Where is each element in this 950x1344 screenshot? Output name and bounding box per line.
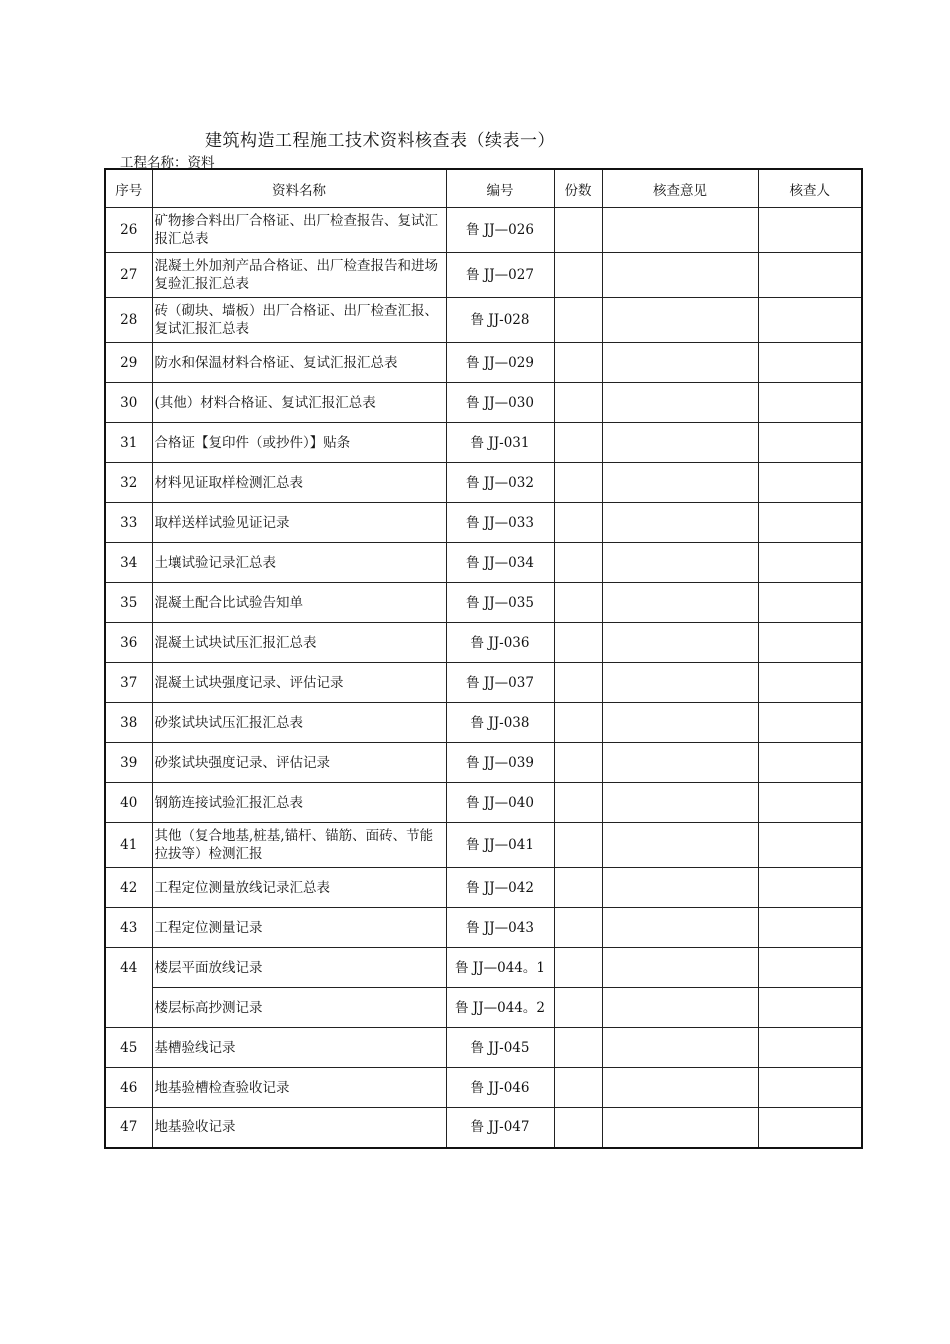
row-checker — [758, 743, 862, 783]
row-opinion — [602, 423, 758, 463]
row-name: 材料见证取样检测汇总表 — [152, 463, 446, 503]
row-name: 楼层平面放线记录 — [152, 948, 446, 988]
row-copies — [554, 948, 602, 988]
header-opinion: 核查意见 — [602, 169, 758, 208]
row-code: 鲁 JJ—041 — [446, 823, 554, 868]
row-name: 砖（砌块、墙板）出厂合格证、出厂检查汇报、复试汇报汇总表 — [152, 298, 446, 343]
row-opinion — [602, 463, 758, 503]
row-number: 44 — [105, 948, 152, 1028]
row-checker — [758, 823, 862, 868]
row-code: 鲁 JJ-028 — [446, 298, 554, 343]
table-row — [105, 988, 862, 1028]
row-number: 32 — [105, 463, 152, 503]
row-name: 砂浆试块试压汇报汇总表 — [152, 703, 446, 743]
row-opinion — [602, 343, 758, 383]
row-number: 46 — [105, 1068, 152, 1108]
row-opinion — [602, 543, 758, 583]
row-number: 28 — [105, 298, 152, 343]
row-code: 鲁 JJ—039 — [446, 743, 554, 783]
row-opinion — [602, 743, 758, 783]
row-copies — [554, 823, 602, 868]
row-opinion — [602, 868, 758, 908]
row-number: 41 — [105, 823, 152, 868]
row-name: 其他（复合地基,桩基,锚杆、锚筋、面砖、节能拉拔等）检测汇报 — [152, 823, 446, 868]
row-copies — [554, 1108, 602, 1148]
row-copies — [554, 503, 602, 543]
row-number: 33 — [105, 503, 152, 543]
table-row — [105, 463, 862, 503]
row-code: 鲁 JJ—040 — [446, 783, 554, 823]
row-copies — [554, 783, 602, 823]
table-row — [105, 663, 862, 703]
row-number: 35 — [105, 583, 152, 623]
table-row — [105, 423, 862, 463]
table-row — [105, 503, 862, 543]
row-code: 鲁 JJ—029 — [446, 343, 554, 383]
row-copies — [554, 463, 602, 503]
row-number: 29 — [105, 343, 152, 383]
row-checker — [758, 253, 862, 298]
row-code: 鲁 JJ—037 — [446, 663, 554, 703]
row-number: 43 — [105, 908, 152, 948]
row-code: 鲁 JJ—033 — [446, 503, 554, 543]
row-copies — [554, 988, 602, 1028]
row-copies — [554, 623, 602, 663]
row-checker — [758, 623, 862, 663]
project-name-label: 工程名称：资料 — [120, 155, 215, 171]
row-number: 31 — [105, 423, 152, 463]
row-opinion — [602, 298, 758, 343]
row-opinion — [602, 703, 758, 743]
header-checker: 核查人 — [758, 169, 862, 208]
table-row — [105, 383, 862, 423]
header-code: 编号 — [446, 169, 554, 208]
table-row — [105, 783, 862, 823]
table-row — [105, 583, 862, 623]
row-copies — [554, 1068, 602, 1108]
row-code: 鲁 JJ-047 — [446, 1108, 554, 1148]
row-name: 基槽验线记录 — [152, 1028, 446, 1068]
row-name: 钢筋连接试验汇报汇总表 — [152, 783, 446, 823]
row-code: 鲁 JJ-045 — [446, 1028, 554, 1068]
row-code: 鲁 JJ—035 — [446, 583, 554, 623]
row-checker — [758, 783, 862, 823]
row-name: 混凝土配合比试验告知单 — [152, 583, 446, 623]
row-opinion — [602, 583, 758, 623]
row-copies — [554, 253, 602, 298]
row-number: 37 — [105, 663, 152, 703]
row-name: 矿物掺合料出厂合格证、出厂检查报告、复试汇报汇总表 — [152, 208, 446, 253]
row-checker — [758, 208, 862, 253]
row-number: 36 — [105, 623, 152, 663]
row-name: 地基验槽检查验收记录 — [152, 1068, 446, 1108]
table-row — [105, 868, 862, 908]
row-number: 45 — [105, 1028, 152, 1068]
row-code: 鲁 JJ—044。2 — [446, 988, 554, 1028]
row-checker — [758, 948, 862, 988]
row-opinion — [602, 623, 758, 663]
row-name: 土壤试验记录汇总表 — [152, 543, 446, 583]
row-number: 39 — [105, 743, 152, 783]
table-row — [105, 343, 862, 383]
row-name: 砂浆试块强度记录、评估记录 — [152, 743, 446, 783]
row-copies — [554, 908, 602, 948]
row-opinion — [602, 948, 758, 988]
row-checker — [758, 663, 862, 703]
row-number: 30 — [105, 383, 152, 423]
row-number: 34 — [105, 543, 152, 583]
row-number: 38 — [105, 703, 152, 743]
row-opinion — [602, 1068, 758, 1108]
row-copies — [554, 583, 602, 623]
row-code: 鲁 JJ—042 — [446, 868, 554, 908]
row-code: 鲁 JJ-031 — [446, 423, 554, 463]
row-number: 42 — [105, 868, 152, 908]
row-code: 鲁 JJ—027 — [446, 253, 554, 298]
row-checker — [758, 1068, 862, 1108]
row-copies — [554, 423, 602, 463]
row-checker — [758, 908, 862, 948]
row-opinion — [602, 823, 758, 868]
row-name: 工程定位测量记录 — [152, 908, 446, 948]
row-copies — [554, 1028, 602, 1068]
row-code: 鲁 JJ—043 — [446, 908, 554, 948]
row-checker — [758, 503, 862, 543]
row-copies — [554, 298, 602, 343]
row-name: 地基验收记录 — [152, 1108, 446, 1148]
row-name: 混凝土试块强度记录、评估记录 — [152, 663, 446, 703]
header-name: 资料名称 — [152, 169, 446, 208]
row-copies — [554, 868, 602, 908]
row-checker — [758, 343, 862, 383]
row-opinion — [602, 1028, 758, 1068]
row-opinion — [602, 783, 758, 823]
row-checker — [758, 583, 862, 623]
row-copies — [554, 208, 602, 253]
row-opinion — [602, 1108, 758, 1148]
row-opinion — [602, 253, 758, 298]
row-opinion — [602, 383, 758, 423]
row-checker — [758, 1108, 862, 1148]
page-title: 建筑构造工程施工技术资料核查表（续表一） — [205, 131, 555, 151]
row-number: 26 — [105, 208, 152, 253]
table-row — [105, 253, 862, 298]
header-no: 序号 — [105, 169, 152, 208]
row-code: 鲁 JJ-046 — [446, 1068, 554, 1108]
table-row — [105, 823, 862, 868]
header-copies: 份数 — [554, 169, 602, 208]
row-opinion — [602, 208, 758, 253]
row-opinion — [602, 663, 758, 703]
table-row — [105, 908, 862, 948]
row-checker — [758, 868, 862, 908]
row-checker — [758, 463, 862, 503]
row-code: 鲁 JJ-036 — [446, 623, 554, 663]
row-name: 混凝土试块试压汇报汇总表 — [152, 623, 446, 663]
row-opinion — [602, 503, 758, 543]
row-name: (其他）材料合格证、复试汇报汇总表 — [152, 383, 446, 423]
row-opinion — [602, 908, 758, 948]
row-number: 47 — [105, 1108, 152, 1148]
row-code: 鲁 JJ—030 — [446, 383, 554, 423]
row-copies — [554, 663, 602, 703]
table-row — [105, 1108, 862, 1148]
row-code: 鲁 JJ—026 — [446, 208, 554, 253]
row-checker — [758, 703, 862, 743]
row-name: 工程定位测量放线记录汇总表 — [152, 868, 446, 908]
row-checker — [758, 1028, 862, 1068]
row-copies — [554, 343, 602, 383]
row-checker — [758, 298, 862, 343]
table-header-row — [105, 169, 862, 208]
table-row — [105, 1028, 862, 1068]
row-name: 防水和保温材料合格证、复试汇报汇总表 — [152, 343, 446, 383]
row-code: 鲁 JJ—034 — [446, 543, 554, 583]
table-row — [105, 1068, 862, 1108]
row-number: 40 — [105, 783, 152, 823]
row-name: 合格证【复印件（或抄件）】贴条 — [152, 423, 446, 463]
row-copies — [554, 543, 602, 583]
row-copies — [554, 703, 602, 743]
row-checker — [758, 423, 862, 463]
table-row — [105, 208, 862, 253]
row-code: 鲁 JJ—032 — [446, 463, 554, 503]
row-opinion — [602, 988, 758, 1028]
data-table — [104, 168, 863, 1149]
table-row — [105, 743, 862, 783]
table-row — [105, 948, 862, 988]
row-code: 鲁 JJ-038 — [446, 703, 554, 743]
row-copies — [554, 743, 602, 783]
row-code: 鲁 JJ—044。1 — [446, 948, 554, 988]
row-checker — [758, 988, 862, 1028]
table-row — [105, 703, 862, 743]
row-number: 27 — [105, 253, 152, 298]
row-name: 楼层标高抄测记录 — [152, 988, 446, 1028]
table-row — [105, 623, 862, 663]
row-checker — [758, 383, 862, 423]
row-checker — [758, 543, 862, 583]
table-row — [105, 298, 862, 343]
table-row — [105, 543, 862, 583]
row-name: 混凝土外加剂产品合格证、出厂检查报告和进场复验汇报汇总表 — [152, 253, 446, 298]
row-name: 取样送样试验见证记录 — [152, 503, 446, 543]
row-copies — [554, 383, 602, 423]
